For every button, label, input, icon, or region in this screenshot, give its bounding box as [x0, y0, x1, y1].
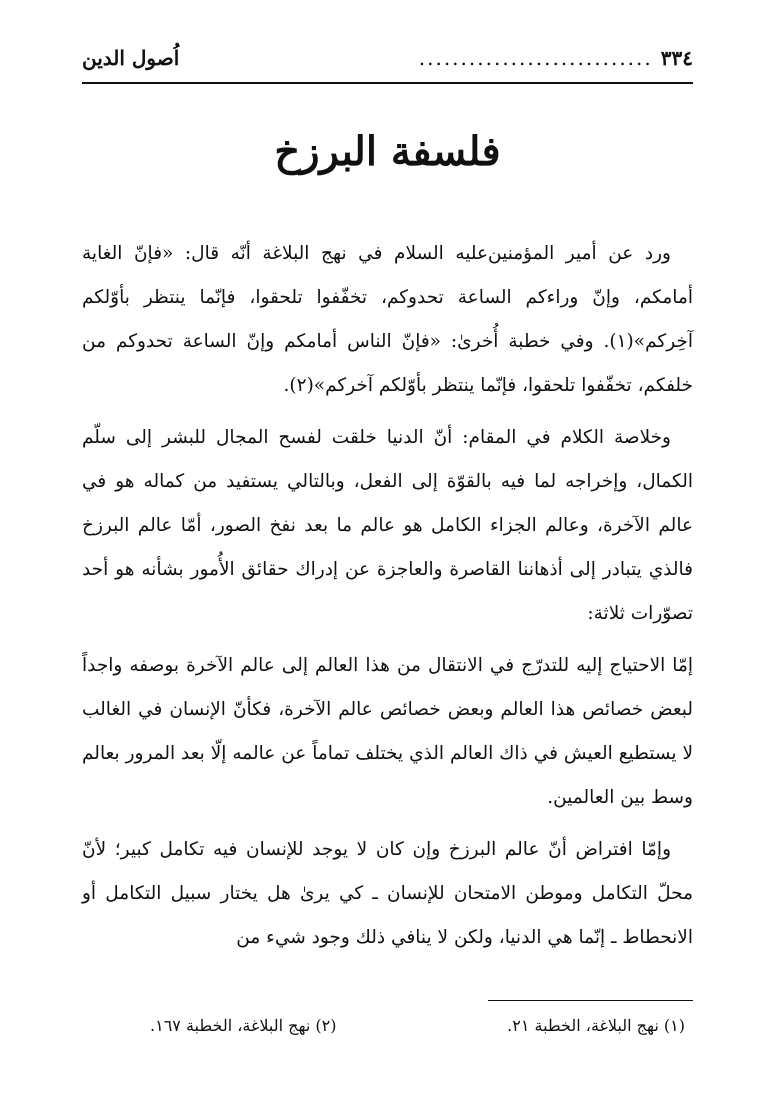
header-leader-dots: ............................ [418, 46, 653, 70]
paragraph: وإمّا افتراض أنّ عالم البرزخ وإن كان لا يوجد للإنسان فيه تكامل كبير؛ لأنّ محلّ التكامل وموطن الامتحان للإنسان ـ كي يرىٰ هل يختار سبيل التكامل أو الانحطاط ـ إنّما هي الدنيا، ولكن لا ينافي ذلك وجود شيء من [82, 839, 693, 948]
body-text [82, 232, 693, 968]
paragraph: ورد عن أمير المؤمنين‌عليه السلام في نهج البلاغة أنّه قال: «فإنّ الغاية أمامكم، وإنّ وراءكم الساعة تحدوكم، تخفّفوا تلحقوا، فإنّما ينتظر بأوّلكم آخِركم»(١). وفي خطبة أُخرىٰ: «فإنّ الناس أمامكم وإنّ الساعة تحدوكم من خلفكم، تخفّفوا تلحقوا، فإنّما ينتظر بأوّلكم آخركم»(٢). [82, 243, 693, 396]
page-number: ٣٣٤ [660, 46, 693, 70]
book-title: اُصول الدين [82, 46, 180, 70]
running-header [82, 38, 693, 78]
paragraph: وخلاصة الكلام في المقام: أنّ الدنيا خلقت لفسح المجال للبشر إلى سلّم الكمال، وإخراجه لما فيه بالقوّة إلى الفعل، وبالتالي يستفيد من كماله هو في عالم الآخرة، وعالم الجزاء الكامل هو عالم ما بعد نفخ الصور، أمّا عالم البرزخ فالذي يتبادر إلى أذهاننا القاصرة والعاجزة عن إدراك حقائق الأُمور بشأنه هو أحد تصوّرات ثلاثة: [82, 427, 693, 624]
paragraph: إمّا الاحتياج إليه للتدرّج في الانتقال من هذا العالم إلى عالم الآخرة بوصفه واجداً لبعض خصائص هذا العالم وبعض خصائص عالم الآخرة، فكأنّ الإنسان في الغالب لا يستطيع العيش في ذاك العالم الذي يختلف تماماً عن عالمه إلّا بعد المرور بعالم وسط بين العالمين. [82, 655, 693, 808]
footnote-rule [488, 1000, 693, 1001]
header-rule [82, 82, 693, 84]
chapter-title: فلسفة البرزخ [274, 128, 501, 175]
footnote-1: (١) نهج البلاغة، الخطبة ٢١. [507, 1016, 685, 1035]
footnote-2: (٢) نهج البلاغة، الخطبة ١٦٧. [150, 1016, 337, 1035]
footnotes [150, 1016, 685, 1035]
